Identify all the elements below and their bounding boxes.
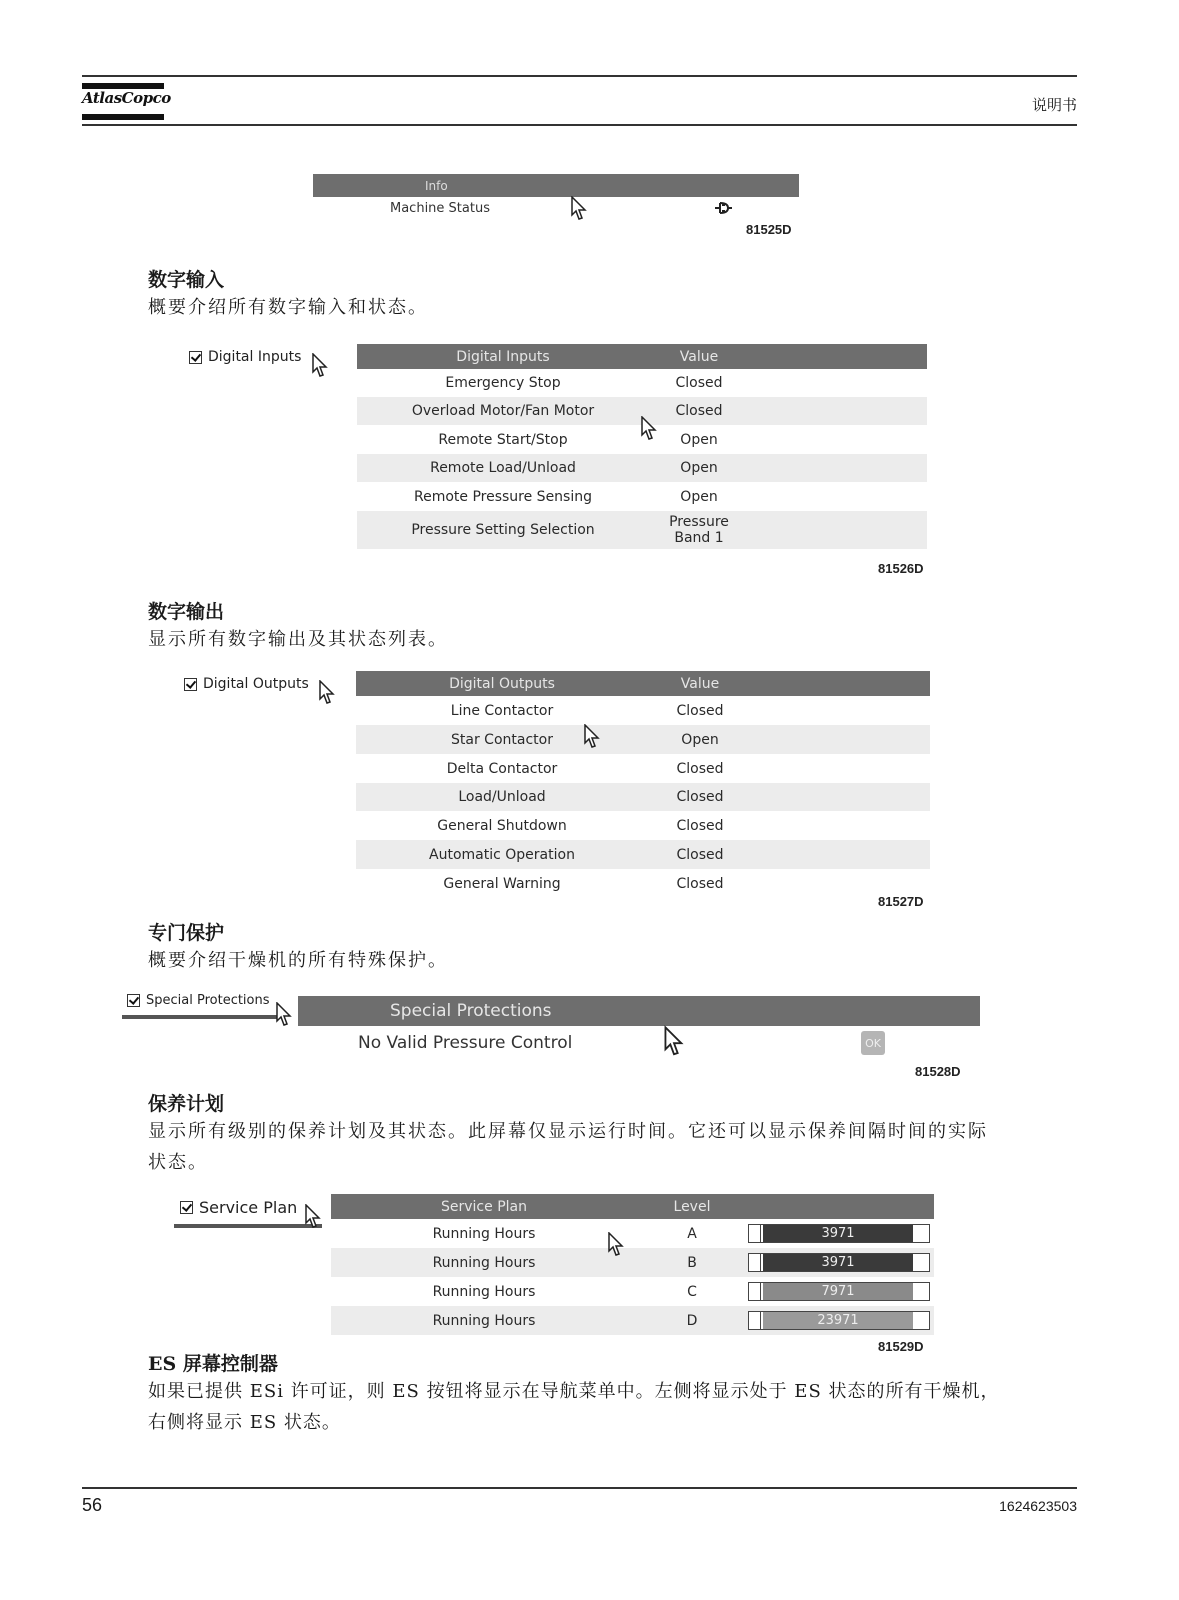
mouse-cursor-icon xyxy=(607,1232,625,1258)
plan-name: Running Hours xyxy=(432,1254,536,1271)
input-name: Remote Load/Unload xyxy=(430,460,576,476)
plan-level: C xyxy=(687,1283,697,1300)
output-value: Closed xyxy=(676,846,724,863)
output-name: General Warning xyxy=(443,875,561,892)
checkbox-label: Digital Inputs xyxy=(208,349,302,365)
table-row xyxy=(331,1277,934,1306)
info-bar-label: Info xyxy=(425,178,448,193)
column-header: Level xyxy=(673,1198,711,1215)
table-row xyxy=(356,811,930,840)
checkbox-checked-icon[interactable] xyxy=(127,994,140,1007)
section-desc-es xyxy=(148,1376,1000,1438)
section-desc-digital-inputs: 概要介绍所有数字输入和状态。 xyxy=(148,297,428,318)
service-plan-checkbox[interactable] xyxy=(180,1198,297,1217)
figure-number: 81527D xyxy=(878,894,924,909)
input-value: Open xyxy=(680,460,718,476)
digital-outputs-checkbox[interactable] xyxy=(184,676,309,692)
mouse-cursor-icon xyxy=(318,680,336,706)
column-header: Service Plan xyxy=(441,1198,527,1215)
section-heading-digital-outputs: 数字输出 xyxy=(148,601,225,623)
table-row xyxy=(331,1306,934,1335)
output-value: Closed xyxy=(676,875,724,892)
plan-level: D xyxy=(686,1312,698,1329)
page-number: 56 xyxy=(82,1495,103,1515)
output-name: Line Contactor xyxy=(450,702,554,719)
ok-status-icon: OK xyxy=(861,1031,885,1055)
hours-value: 3971 xyxy=(763,1254,913,1271)
mouse-cursor-icon xyxy=(570,196,588,222)
special-protections-bar xyxy=(298,996,980,1026)
desc-line: 右侧将显示 ES 状态。 xyxy=(148,1412,341,1433)
output-name: Star Contactor xyxy=(451,731,553,748)
hours-gauge xyxy=(748,1282,930,1301)
checkbox-checked-icon[interactable] xyxy=(180,1201,193,1214)
checkbox-label: Special Protections xyxy=(146,993,270,1008)
plan-name: Running Hours xyxy=(432,1312,536,1329)
table-row xyxy=(331,1219,934,1248)
selected-tab-underline xyxy=(174,1224,322,1228)
mouse-cursor-icon xyxy=(304,1204,322,1230)
digital-inputs-table xyxy=(357,344,927,549)
checkbox-checked-icon[interactable] xyxy=(189,351,202,364)
table-row xyxy=(331,1248,934,1277)
section-heading-special-protections: 专门保护 xyxy=(148,922,225,944)
service-plan-table xyxy=(331,1194,934,1335)
machine-status-label[interactable]: Machine Status xyxy=(390,201,490,216)
footer-rule xyxy=(82,1487,1077,1489)
input-value: Closed xyxy=(675,375,723,391)
input-value: Open xyxy=(680,431,718,448)
output-value: Closed xyxy=(676,702,724,719)
section-heading-service-plan: 保养计划 xyxy=(148,1093,225,1115)
plug-icon xyxy=(713,199,733,217)
output-value: Closed xyxy=(676,817,724,834)
digital-outputs-table xyxy=(356,671,930,898)
table-header xyxy=(356,671,930,696)
input-name: Remote Start/Stop xyxy=(438,431,568,448)
hours-value: 23971 xyxy=(763,1312,913,1329)
desc-line: 如果已提供 ESi 许可证，则 ES 按钮将显示在导航菜单中。左侧将显示处于 ES 状态的所有干燥机， xyxy=(148,1381,1000,1402)
mouse-cursor-icon xyxy=(663,1025,685,1059)
hours-gauge xyxy=(748,1253,930,1272)
digital-inputs-checkbox[interactable] xyxy=(189,349,301,365)
table-row xyxy=(357,482,927,511)
mouse-cursor-icon xyxy=(275,1002,293,1028)
special-protections-bar-label: Special Protections xyxy=(390,1001,552,1021)
input-value: Closed xyxy=(675,403,723,419)
hours-gauge xyxy=(748,1224,930,1243)
output-name: Load/Unload xyxy=(458,789,546,805)
atlas-copco-logo: AtlasCopco xyxy=(82,81,164,123)
mouse-cursor-icon xyxy=(640,416,658,442)
input-name: Overload Motor/Fan Motor xyxy=(411,403,595,419)
plan-level: A xyxy=(687,1225,697,1242)
table-row xyxy=(357,369,927,397)
section-desc-special-protections: 概要介绍干燥机的所有特殊保护。 xyxy=(148,950,448,971)
output-value: Closed xyxy=(676,789,724,805)
section-heading-digital-inputs: 数字输入 xyxy=(148,269,225,291)
table-header xyxy=(357,344,927,369)
plan-level: B xyxy=(687,1254,697,1271)
input-name: Remote Pressure Sensing xyxy=(413,488,592,505)
table-row xyxy=(356,869,930,898)
desc-line: 显示所有级别的保养计划及其状态。此屏幕仅显示运行时间。它还可以显示保养间隔时间的实际 xyxy=(148,1121,988,1142)
input-value: Pressure Band 1 xyxy=(669,514,729,546)
checkbox-label: Service Plan xyxy=(199,1198,298,1217)
plan-name: Running Hours xyxy=(432,1283,536,1300)
doc-label: 说明书 xyxy=(1031,96,1077,114)
plan-name: Running Hours xyxy=(432,1225,536,1242)
output-value: Open xyxy=(681,731,719,748)
info-bar xyxy=(313,174,799,197)
column-header: Digital Inputs xyxy=(456,348,550,365)
table-header xyxy=(331,1194,934,1219)
mouse-cursor-icon xyxy=(311,353,329,379)
table-row xyxy=(356,696,930,725)
input-value: Open xyxy=(680,488,718,505)
desc-line: 状态。 xyxy=(148,1152,208,1173)
section-desc-digital-outputs: 显示所有数字输出及其状态列表。 xyxy=(148,629,448,650)
output-name: General Shutdown xyxy=(437,817,567,834)
hours-value: 7971 xyxy=(763,1283,913,1300)
input-name: Emergency Stop xyxy=(445,375,561,391)
output-name: Delta Contactor xyxy=(446,760,558,777)
table-row xyxy=(357,511,927,549)
column-header: Value xyxy=(680,675,720,692)
output-name: Automatic Operation xyxy=(429,846,575,863)
figure-number: 81528D xyxy=(915,1064,961,1079)
table-row xyxy=(356,840,930,869)
checkbox-label: Digital Outputs xyxy=(203,676,309,692)
figure-number: 81525D xyxy=(746,222,792,237)
selected-tab-underline xyxy=(122,1015,280,1019)
checkbox-checked-icon[interactable] xyxy=(184,678,197,691)
figure-number: 81529D xyxy=(878,1339,924,1354)
input-name: Pressure Setting Selection xyxy=(411,522,595,538)
section-desc-service-plan xyxy=(148,1116,988,1178)
section-heading-es: ES 屏幕控制器 xyxy=(148,1353,278,1375)
column-header: Digital Outputs xyxy=(449,675,555,692)
output-value: Closed xyxy=(676,760,724,777)
table-row xyxy=(356,783,930,811)
table-row xyxy=(356,754,930,783)
mouse-cursor-icon xyxy=(583,724,601,750)
hours-gauge xyxy=(748,1311,930,1330)
doc-number: 1624623503 xyxy=(999,1498,1077,1514)
header-top-rule xyxy=(82,75,1077,77)
special-protections-checkbox[interactable] xyxy=(127,993,270,1008)
table-row xyxy=(357,454,927,482)
figure-number: 81526D xyxy=(878,561,924,576)
header-bottom-rule xyxy=(82,124,1077,126)
column-header: Value xyxy=(679,348,719,365)
table-row xyxy=(356,725,930,754)
hours-value: 3971 xyxy=(763,1225,913,1242)
protection-item: No Valid Pressure Control xyxy=(358,1033,573,1053)
